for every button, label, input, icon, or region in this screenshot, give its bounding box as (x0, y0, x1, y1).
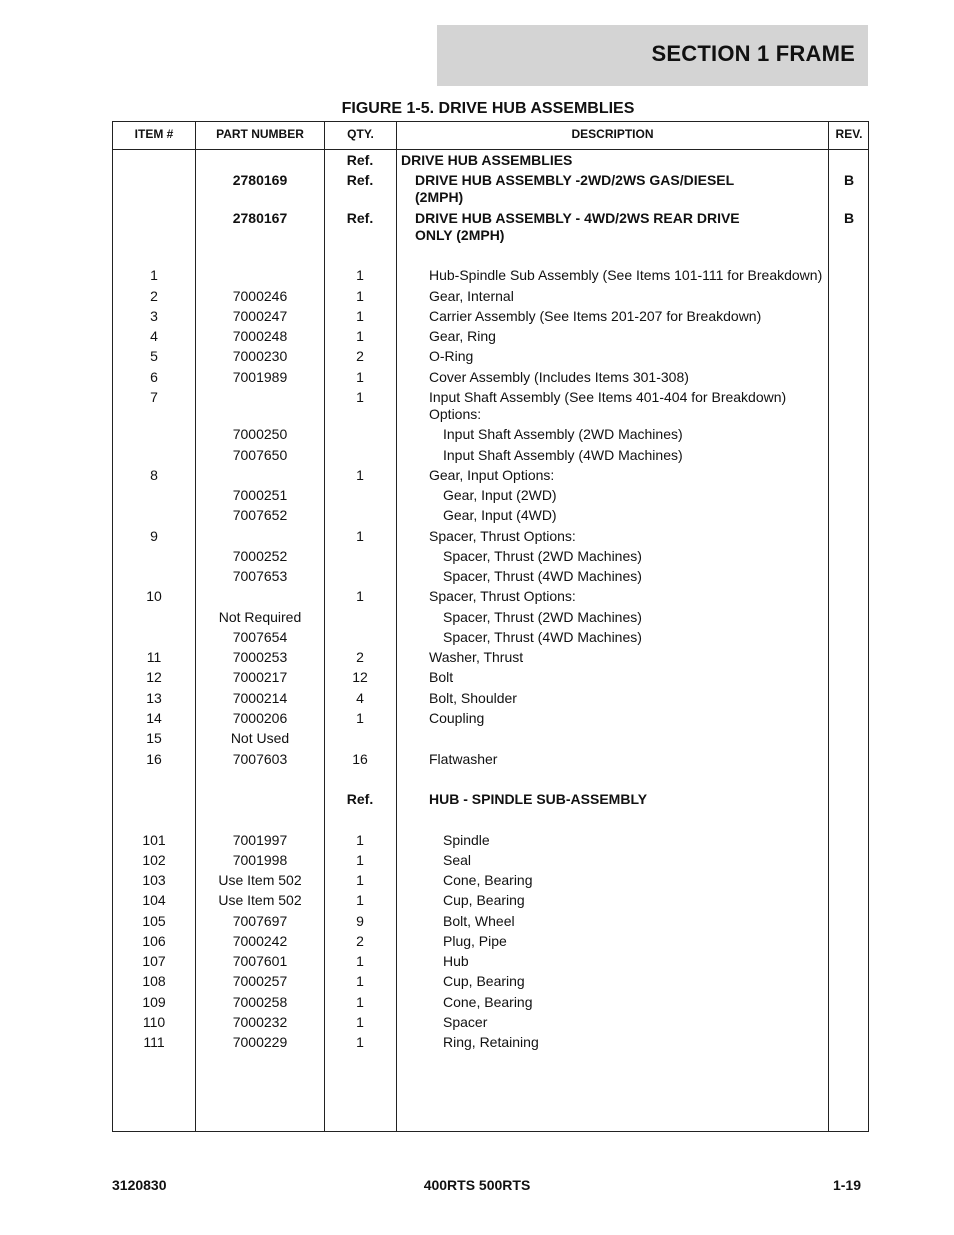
description (397, 892, 883, 909)
item-number: 11 (146, 649, 162, 665)
quantity: 1 (356, 467, 364, 483)
item-number: 5 (150, 348, 158, 364)
part-number: 7007654 (232, 629, 288, 645)
quantity: 1 (356, 1034, 364, 1050)
part-number: Use Item 502 (218, 872, 302, 888)
item-number: 1 (150, 267, 158, 283)
description-line: Flatwasher (429, 751, 498, 767)
description-line: Spacer, Thrust Options: (429, 528, 576, 544)
revision: B (843, 172, 855, 188)
description-line: Spacer, Thrust (4WD Machines) (443, 568, 642, 584)
description (397, 548, 883, 565)
quantity: 1 (356, 710, 364, 726)
quantity: 1 (356, 528, 364, 544)
quantity: 1 (356, 1014, 364, 1030)
part-number: 7001989 (232, 369, 288, 385)
description-line: Gear, Input Options: (429, 467, 555, 483)
description-line: Gear, Ring (429, 328, 496, 344)
part-number: 2780169 (232, 172, 288, 188)
part-number: 7000253 (232, 649, 288, 665)
item-number: 107 (142, 953, 166, 969)
item-number: 103 (142, 872, 166, 888)
quantity: 1 (356, 852, 364, 868)
description (397, 467, 869, 484)
part-number: 7000206 (232, 710, 288, 726)
quantity: 2 (356, 348, 364, 364)
description-line: Spindle (443, 832, 490, 848)
description (397, 852, 883, 869)
part-number: 7007601 (232, 953, 288, 969)
description-line: Ring, Retaining (443, 1034, 539, 1050)
item-number: 101 (142, 832, 166, 848)
description (397, 994, 883, 1011)
description-line: Carrier Assembly (See Items 201-207 for Breakdown) (429, 308, 762, 324)
description (397, 528, 869, 545)
item-number: 8 (150, 467, 158, 483)
item-number: 102 (142, 852, 166, 868)
revision: B (843, 210, 855, 226)
part-number: Not Required (218, 609, 302, 625)
item-number: 2 (150, 288, 158, 304)
description-line: Gear, Internal (429, 288, 514, 304)
description-line: Spacer, Thrust (2WD Machines) (443, 609, 642, 625)
description (397, 913, 883, 930)
quantity: 1 (356, 389, 364, 405)
quantity: 1 (356, 832, 364, 848)
item-number: 110 (142, 1014, 166, 1030)
quantity: 1 (356, 288, 364, 304)
part-number: 7000214 (232, 690, 288, 706)
description (397, 609, 883, 626)
item-number: 3 (150, 308, 158, 324)
item-number: 13 (146, 690, 162, 706)
description (397, 1014, 883, 1031)
description (397, 369, 869, 386)
quantity: Ref. (346, 791, 374, 807)
quantity: 16 (352, 751, 368, 767)
description-line-2: ONLY (2MPH) (415, 227, 505, 243)
item-number: 7 (150, 389, 158, 405)
description-line: Cup, Bearing (443, 973, 525, 989)
description (397, 210, 855, 244)
item-number: 12 (146, 669, 162, 685)
doc-number: 3120830 (112, 1177, 167, 1193)
part-number: 7007650 (232, 447, 288, 463)
header-qty: QTY. (347, 127, 374, 141)
description-line: Hub-Spindle Sub Assembly (See Items 101-111 for Breakdown) (429, 267, 823, 283)
description (397, 791, 869, 808)
description (397, 389, 869, 423)
description (397, 629, 883, 646)
description-line: Cup, Bearing (443, 892, 525, 908)
quantity: 1 (356, 369, 364, 385)
item-number: 16 (146, 751, 162, 767)
description (397, 152, 841, 169)
description-line: Bolt, Shoulder (429, 690, 517, 706)
description (397, 690, 869, 707)
quantity: 1 (356, 308, 364, 324)
part-number: 7007603 (232, 751, 288, 767)
description-line: Bolt (429, 669, 454, 685)
description-line-2: Options: (429, 406, 482, 422)
description (397, 172, 855, 206)
part-number: 7000252 (232, 548, 288, 564)
model-name: 400RTS 500RTS (423, 1177, 531, 1193)
description (397, 288, 869, 305)
description (397, 348, 869, 365)
description-line: Input Shaft Assembly (4WD Machines) (443, 447, 683, 463)
description-line: Spacer, Thrust Options: (429, 588, 576, 604)
description-line: Cone, Bearing (443, 994, 533, 1010)
part-number: 7000258 (232, 994, 288, 1010)
description-line: DRIVE HUB ASSEMBLY - 4WD/2WS REAR DRIVE (415, 210, 740, 226)
item-number: 15 (146, 730, 162, 746)
part-number: 7000250 (232, 426, 288, 442)
section-title: SECTION 1 FRAME (651, 41, 855, 66)
item-number: 111 (143, 1034, 165, 1050)
description (397, 973, 883, 990)
description-line: Washer, Thrust (429, 649, 524, 665)
description-line: Spacer, Thrust (2WD Machines) (443, 548, 642, 564)
quantity: 2 (356, 933, 364, 949)
description (397, 832, 883, 849)
quantity: 1 (356, 973, 364, 989)
header-description: DESCRIPTION (571, 127, 654, 141)
item-number: 14 (146, 710, 162, 726)
description-line: Gear, Input (4WD) (443, 507, 557, 523)
description (397, 568, 883, 585)
description-line: Gear, Input (2WD) (443, 487, 557, 503)
quantity: 2 (356, 649, 364, 665)
description-line: Coupling (429, 710, 485, 726)
description (397, 872, 883, 889)
parts-table (112, 121, 869, 1132)
item-number: 10 (146, 588, 162, 604)
description-line: HUB - SPINDLE SUB-ASSEMBLY (429, 791, 648, 807)
part-number: 7000230 (232, 348, 288, 364)
description-line: Cover Assembly (Includes Items 301-308) (429, 369, 689, 385)
part-number: 7000232 (232, 1014, 288, 1030)
part-number: 7007697 (232, 913, 288, 929)
item-number: 104 (142, 892, 166, 908)
header-rev: REV. (835, 127, 863, 141)
quantity: 1 (356, 267, 364, 283)
part-number: 7000246 (232, 288, 288, 304)
quantity: 1 (356, 872, 364, 888)
part-number: 7000229 (232, 1034, 288, 1050)
description-line: DRIVE HUB ASSEMBLIES (401, 152, 573, 168)
description (397, 649, 869, 666)
quantity: Ref. (346, 152, 374, 168)
part-number: 7007652 (232, 507, 288, 523)
item-number: 9 (150, 528, 158, 544)
item-number: 108 (142, 973, 166, 989)
part-number: 7007653 (232, 568, 288, 584)
quantity: 1 (356, 328, 364, 344)
description (397, 328, 869, 345)
part-number: Use Item 502 (218, 892, 302, 908)
quantity: 1 (356, 892, 364, 908)
part-number: 7000247 (232, 308, 288, 324)
description-line: Input Shaft Assembly (2WD Machines) (443, 426, 683, 442)
description (397, 267, 869, 284)
description-line: Bolt, Wheel (443, 913, 515, 929)
item-number: 4 (150, 328, 158, 344)
description-line-2: (2MPH) (415, 189, 464, 205)
description-line: Plug, Pipe (443, 933, 507, 949)
quantity: 1 (356, 953, 364, 969)
item-number: 6 (150, 369, 158, 385)
part-number: 7001998 (232, 852, 288, 868)
part-number: 7000248 (232, 328, 288, 344)
part-number: Not Used (230, 730, 290, 746)
description (397, 447, 883, 464)
description (397, 669, 869, 686)
description-line: Seal (443, 852, 472, 868)
part-number: 7000257 (232, 973, 288, 989)
description-line: DRIVE HUB ASSEMBLY -2WD/2WS GAS/DIESEL (415, 172, 735, 188)
item-number: 105 (142, 913, 166, 929)
header-part-number: PART NUMBER (216, 127, 304, 141)
header-item: ITEM # (134, 127, 174, 141)
quantity: 9 (356, 913, 364, 929)
description (397, 308, 869, 325)
description-line: Input Shaft Assembly (See Items 401-404 for Breakdown) (429, 389, 787, 405)
description (397, 1034, 883, 1051)
description (397, 507, 883, 524)
header-divider (113, 149, 868, 150)
description (397, 953, 883, 970)
description-line: Spacer, Thrust (4WD Machines) (443, 629, 642, 645)
item-number: 109 (142, 994, 166, 1010)
quantity: 12 (352, 669, 368, 685)
part-number: 2780167 (232, 210, 288, 226)
description (397, 588, 869, 605)
item-number: 106 (142, 933, 166, 949)
part-number: 7000251 (232, 487, 288, 503)
part-number: 7000242 (232, 933, 288, 949)
figure-title: FIGURE 1-5. DRIVE HUB ASSEMBLIES (341, 100, 635, 117)
description-line: Hub (443, 953, 469, 969)
quantity: 1 (356, 588, 364, 604)
description-line: O-Ring (429, 348, 474, 364)
quantity: 1 (356, 994, 364, 1010)
description (397, 487, 883, 504)
part-number: 7001997 (232, 832, 288, 848)
page-number: 1-19 (832, 1177, 861, 1193)
description-line: Spacer (443, 1014, 488, 1030)
description (397, 751, 869, 768)
description (397, 710, 869, 727)
quantity: 4 (356, 690, 364, 706)
section-header-box (437, 25, 868, 86)
quantity: Ref. (346, 210, 374, 226)
description-line: Cone, Bearing (443, 872, 533, 888)
description (397, 426, 883, 443)
quantity: Ref. (346, 172, 374, 188)
part-number: 7000217 (232, 669, 288, 685)
description (397, 933, 883, 950)
